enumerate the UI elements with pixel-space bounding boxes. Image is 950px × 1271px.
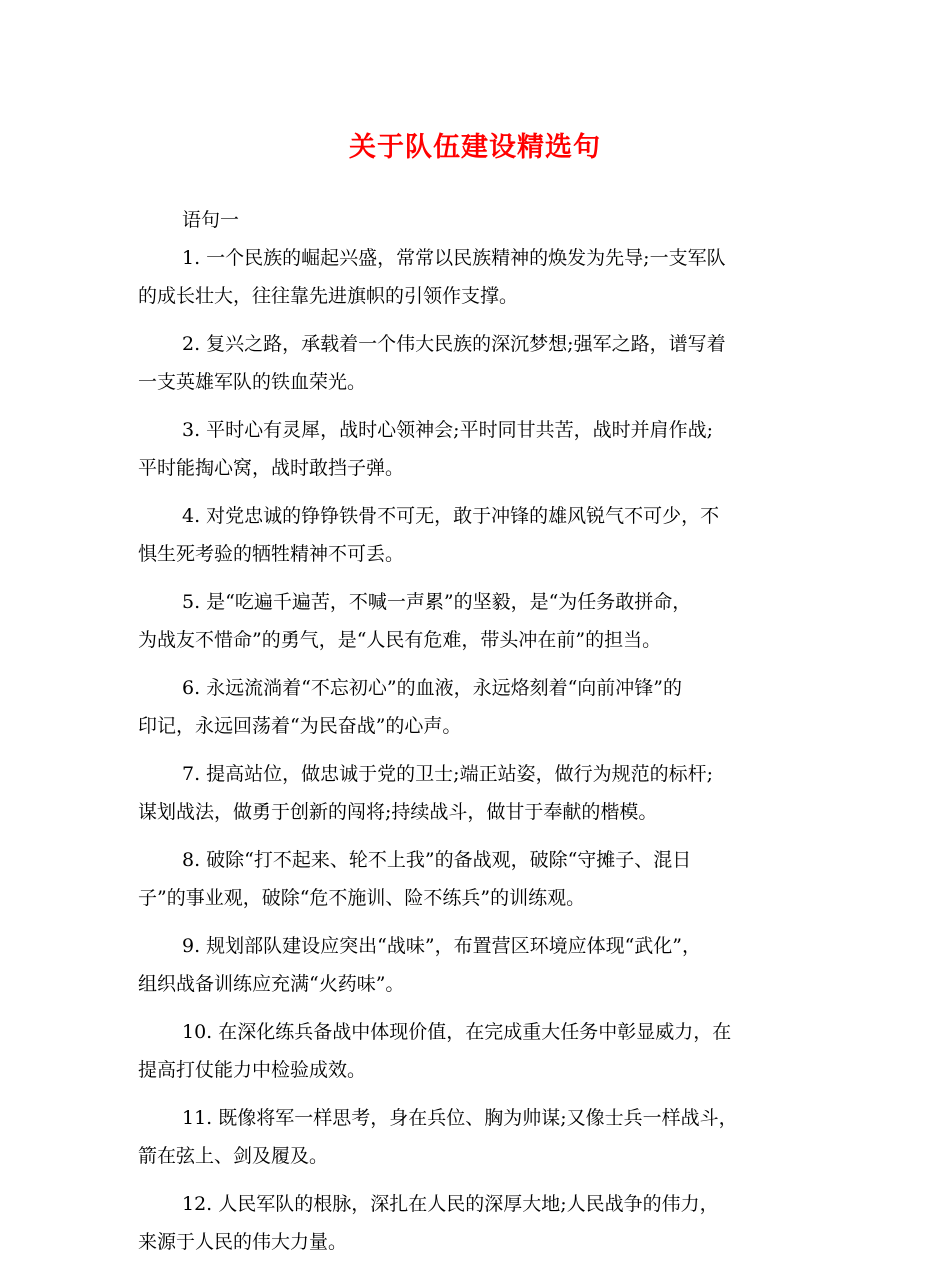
- item-line: 的成长壮大，往往靠先进旗帜的引领作支撑。: [138, 285, 519, 307]
- item-line: 11. 既像将军一样思考，身在兵位、胸为帅谋;又像士兵一样战斗，: [182, 1107, 738, 1129]
- item-line: 3. 平时心有灵犀，战时心领神会;平时同甘共苦，战时并肩作战;: [182, 419, 713, 441]
- item-line: 子”的事业观，破除“危不施训、险不练兵”的训练观。: [138, 887, 586, 909]
- item-line: 提高打仗能力中检验成效。: [138, 1059, 367, 1081]
- list-item: [138, 1185, 816, 1261]
- list-item: [138, 841, 816, 917]
- item-line: 为战友不惜命”的勇气，是“人民有危难，带头冲在前”的担当。: [138, 629, 662, 651]
- document-body: [138, 201, 816, 1271]
- list-item: [138, 1099, 816, 1175]
- item-line: 1. 一个民族的崛起兴盛，常常以民族精神的焕发为先导;一支军队: [182, 247, 726, 269]
- list-item: [138, 927, 816, 1003]
- list-item: [138, 583, 816, 659]
- item-line: 来源于人民的伟大力量。: [138, 1231, 348, 1253]
- item-line: 组织战备训练应充满“火药味”。: [138, 973, 405, 995]
- list-item: [138, 325, 816, 401]
- item-line: 5. 是“吃遍千遍苦，不喊一声累”的坚毅，是“为任务敢拼命，: [182, 591, 692, 613]
- list-item: [138, 669, 816, 745]
- list-item: [138, 411, 816, 487]
- item-line: 10. 在深化练兵备战中体现价值，在完成重大任务中彰显威力，在: [182, 1021, 732, 1043]
- document-title: 关于队伍建设精选句: [349, 132, 601, 163]
- item-line: 6. 永远流淌着“不忘初心”的血液，永远烙刻着“向前冲锋”的: [182, 677, 683, 699]
- list-item: [138, 1013, 816, 1089]
- item-line: 7. 提高站位，做忠诚于党的卫士;端正站姿，做行为规范的标杆;: [182, 763, 713, 785]
- item-line: 平时能掏心窝，战时敢挡子弹。: [138, 457, 405, 479]
- item-line: 惧生死考验的牺牲精神不可丢。: [138, 543, 405, 565]
- list-item: [138, 239, 816, 315]
- item-list: [138, 239, 816, 1261]
- item-line: 4. 对党忠诚的铮铮铁骨不可无，敢于冲锋的雄风锐气不可少，不: [182, 505, 720, 527]
- item-line: 一支英雄军队的铁血荣光。: [138, 371, 367, 393]
- item-line: 12. 人民军队的根脉，深扎在人民的深厚大地;人民战争的伟力，: [182, 1193, 719, 1215]
- item-line: 9. 规划部队建设应突出“战味”，布置营区环境应体现“武化”，: [182, 935, 702, 957]
- item-line: 2. 复兴之路，承载着一个伟大民族的深沉梦想;强军之路，谱写着: [182, 333, 726, 355]
- item-line: 谋划战法，做勇于创新的闯将;持续战斗，做甘于奉献的楷模。: [138, 801, 658, 823]
- item-line: 箭在弦上、剑及履及。: [138, 1145, 329, 1167]
- section-heading: 语句一: [182, 209, 240, 231]
- item-line: 印记，永远回荡着“为民奋战”的心声。: [138, 715, 462, 737]
- list-item: [138, 755, 816, 831]
- list-item: [138, 497, 816, 573]
- item-line: 8. 破除“打不起来、轮不上我”的备战观，破除“守摊子、混日: [182, 849, 692, 871]
